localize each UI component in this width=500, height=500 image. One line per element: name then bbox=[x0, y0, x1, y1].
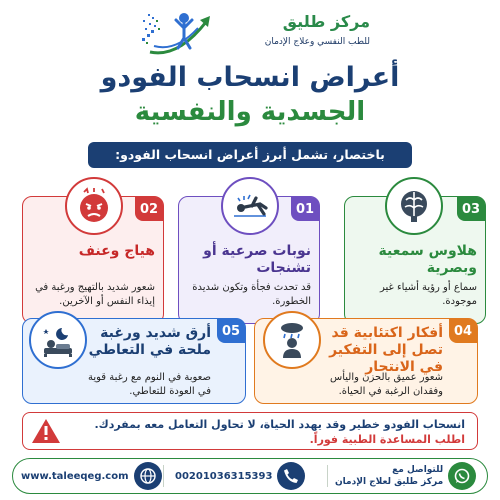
symptom-description: سماع أو رؤية أشياء غير موجودة. bbox=[380, 282, 477, 307]
footer-divider bbox=[327, 465, 328, 487]
angry-face-icon bbox=[65, 177, 123, 235]
symptom-description: شعور عميق بالحزن واليأس وفقدان الرغبة في الحياة. bbox=[330, 372, 443, 397]
brand-name: مركز طليق bbox=[282, 12, 370, 31]
whatsapp-link[interactable] bbox=[335, 459, 476, 493]
phone-link[interactable] bbox=[175, 459, 305, 493]
symptom-title: أرق شديد ورغبة ملحة في التعاطي bbox=[88, 325, 211, 358]
warning-call-to-action: اطلب المساعدة الطبية فوراً. bbox=[309, 433, 465, 446]
warning-banner bbox=[22, 412, 478, 450]
symptom-description: صعوبة في النوم مع رغبة قوية في العودة للتعاطي. bbox=[87, 372, 211, 397]
page-title-line1: أعراض انسحاب الفودو bbox=[100, 62, 400, 93]
symptom-number-badge: 05 bbox=[217, 319, 245, 343]
logo-emblem-icon bbox=[140, 8, 218, 60]
symptom-card-agitation bbox=[22, 196, 164, 324]
symptom-number-badge: 01 bbox=[291, 197, 319, 221]
phone-icon bbox=[277, 462, 305, 490]
contact-label-line2: مركز طليق لعلاج الإدمان bbox=[335, 477, 444, 487]
symptom-number-badge: 04 bbox=[449, 319, 477, 343]
brain-icon bbox=[385, 177, 443, 235]
symptom-title: أفكار اكتئابية قد تصل إلى التفكير في الانتحار bbox=[329, 325, 443, 375]
whatsapp-icon bbox=[448, 462, 476, 490]
footer-divider bbox=[163, 465, 164, 487]
warning-text: انسحاب الفودو خطير وقد يهدد الحياة، لا تحاول التعامل معه بمفردك. bbox=[94, 418, 465, 431]
symptom-card-seizures bbox=[178, 196, 320, 324]
symptom-title: نوبات صرعية أو تشنجات bbox=[203, 243, 311, 276]
seizure-person-icon bbox=[221, 177, 279, 235]
website-url: www.taleeqeg.com bbox=[21, 470, 129, 482]
symptom-description: قد تحدث فجأة وتكون شديدة الخطورة. bbox=[192, 282, 311, 307]
symptom-description: شعور شديد بالتهيج ورغبة في إيذاء النفس أو الآخرين. bbox=[35, 282, 155, 307]
symptom-card-insomnia-craving bbox=[22, 318, 246, 404]
sleepless-bed-icon bbox=[29, 311, 87, 369]
phone-number: 00201036315393 bbox=[175, 470, 273, 482]
website-link[interactable] bbox=[21, 459, 162, 493]
symptom-card-depressive-thoughts bbox=[254, 318, 478, 404]
symptom-card-hallucinations bbox=[344, 196, 486, 324]
brand-subtitle: للطب النفسي وعلاج الإدمان bbox=[264, 37, 370, 47]
contact-footer bbox=[12, 458, 488, 494]
symptom-title: هلاوس سمعية وبصرية bbox=[378, 243, 477, 276]
globe-icon bbox=[134, 462, 162, 490]
page-title-line2: الجسدية والنفسية bbox=[134, 97, 366, 127]
brand-logo bbox=[140, 6, 370, 62]
symptom-title: هياج وعنف bbox=[78, 243, 155, 259]
symptom-number-badge: 02 bbox=[135, 197, 163, 221]
intro-banner: باختصار، تشمل أبرز أعراض انسحاب الفودو: bbox=[88, 142, 412, 168]
contact-label-line1: للتواصل مع bbox=[392, 465, 444, 475]
symptom-number-badge: 03 bbox=[457, 197, 485, 221]
sad-person-cloud-icon bbox=[263, 311, 321, 369]
contact-label bbox=[335, 464, 443, 488]
warning-triangle-icon bbox=[31, 417, 61, 445]
